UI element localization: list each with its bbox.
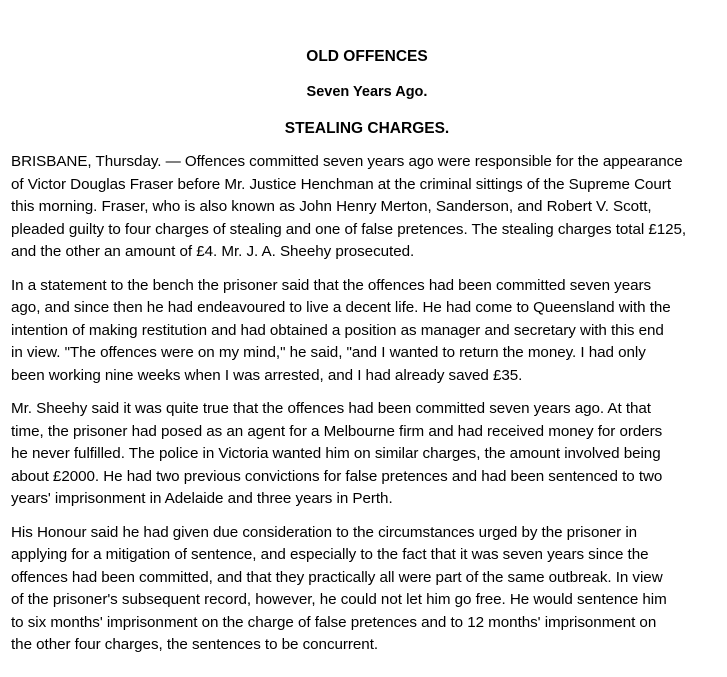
paragraph-line: His Honour said he had given due consideration to the circumstances urged by the prisoner in <box>11 523 638 541</box>
paragraph-line: in view. "The offences were on my mind," he said, "and I wanted to return the money. I had only <box>11 344 646 361</box>
paragraph-line: intention of making restitution and had obtained a position as manager and secretary with this end <box>11 321 664 339</box>
paragraph-line: pleaded guilty to four charges of stealing and one of false pretences. The stealing charges total £125, <box>11 220 687 238</box>
paragraph-line: about £2000. He had two previous convictions for false pretences and had been sentenced to two <box>11 467 663 485</box>
paragraph-line: he never fulfilled. The police in Victoria wanted him on similar charges, the amount involved being <box>11 445 661 462</box>
paragraph-line: offences had been committed, and that they practically all were part of the same outbreak. In view <box>11 568 663 586</box>
paragraph-line: applying for a mitigation of sentence, and especially to the fact that it was seven years since the <box>11 546 649 563</box>
paragraph-line: of the prisoner's subsequent record, however, he could not let him go free. He would sentence him <box>11 591 667 608</box>
paragraph-line: Mr. Sheehy said it was quite true that the offences had been committed seven years ago. At that <box>11 400 651 417</box>
paragraph-line: In a statement to the bench the prisoner said that the offences had been committed seven years <box>11 276 652 294</box>
paragraph-line: to six months' imprisonment on the charge of false pretences and to 12 months' imprisonment on <box>11 613 657 631</box>
paragraph-line: this morning. Fraser, who is also known as John Henry Merton, Sanderson, and Robert V. Scott, <box>11 198 652 215</box>
section-heading: STEALING CHARGES. <box>284 120 450 137</box>
article-subtitle: Seven Years Ago. <box>306 84 428 100</box>
paragraph-line: BRISBANE, Thursday. — Offences committed seven years ago were responsible for the appearance <box>11 153 683 170</box>
paragraph-line: of Victor Douglas Fraser before Mr. Justice Henchman at the criminal sittings of the Supreme Court <box>11 175 671 193</box>
paragraph-line: been working nine weeks when I was arrested, and I had already saved £35. <box>11 366 523 384</box>
article-body <box>11 151 723 668</box>
paragraph-3 <box>11 398 723 511</box>
paragraph-line: and the other an amount of £4. Mr. J. A. Sheehy prosecuted. <box>11 243 415 260</box>
paragraph-2 <box>11 275 723 388</box>
paragraph-line: years' imprisonment in Adelaide and three years in Perth. <box>11 490 393 507</box>
paragraph-1 <box>11 151 723 264</box>
article-title: OLD OFFENCES <box>306 48 428 65</box>
paragraph-line: time, the prisoner had posed as an agent for a Melbourne firm and had received money for orders <box>11 422 663 440</box>
paragraph-line: the other four charges, the sentences to be concurrent. <box>11 636 379 653</box>
paragraph-4 <box>11 522 723 657</box>
paragraph-line: ago, and since then he had endeavoured to live a decent life. He had come to Queensland with the <box>11 299 671 316</box>
